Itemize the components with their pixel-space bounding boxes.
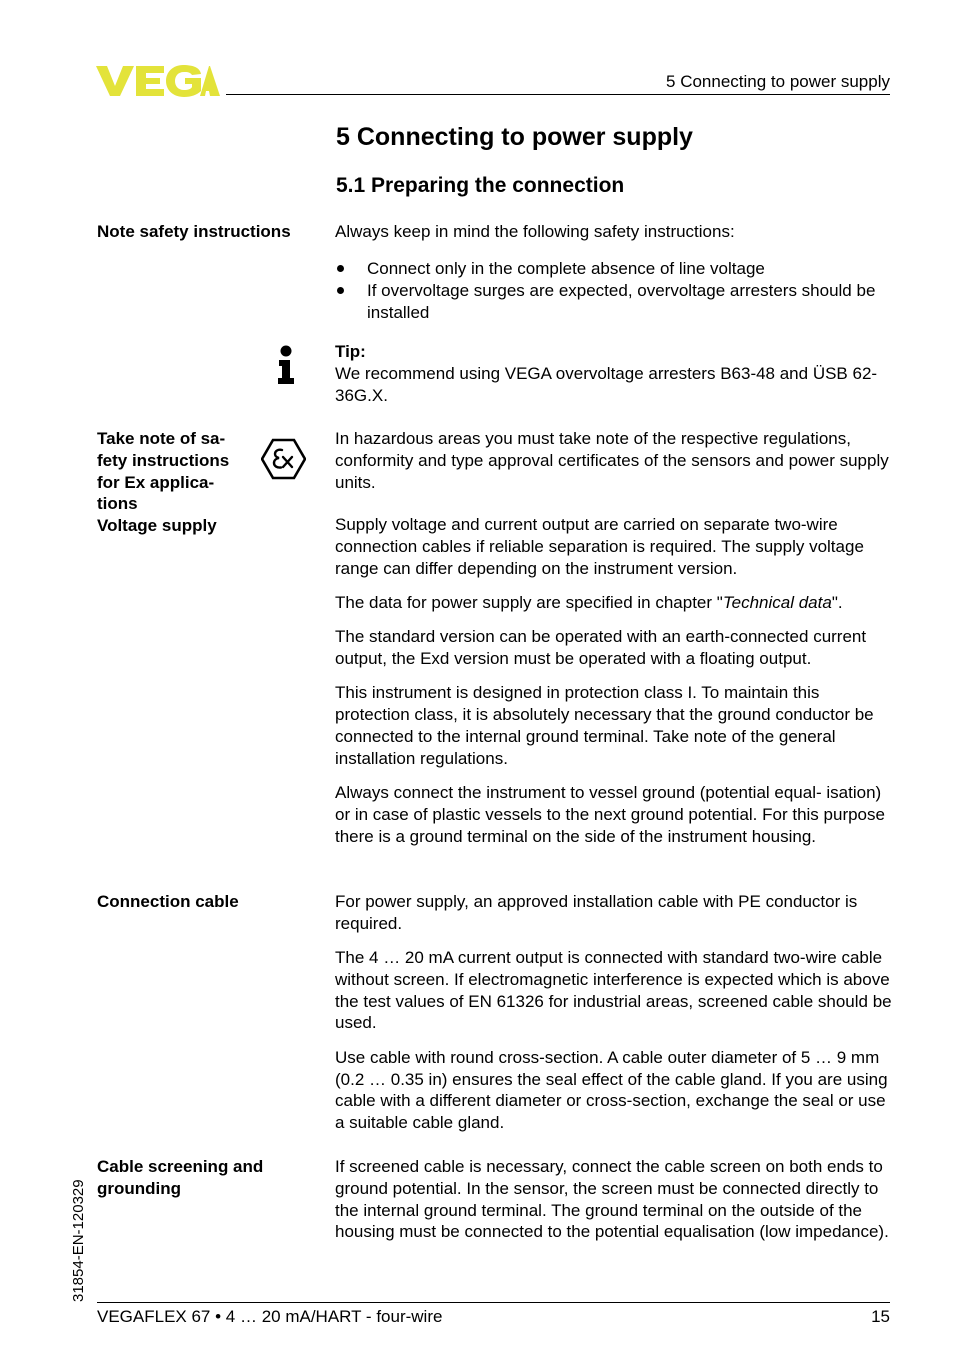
header-rule xyxy=(226,94,890,95)
voltage-paragraph: The standard version can be operated with an earth-connected current output, the Exd version must be operated with a floating output. xyxy=(335,627,867,668)
voltage-paragraph: Always connect the instrument to vessel ground (potential equal- isation) or in case of plastic vessels to the next ground potential. For this purpose there is a ground terminal on the side of the instrument housing. xyxy=(335,782,885,846)
cable-block xyxy=(335,891,895,1146)
cable-paragraph: For power supply, an approved installation cable with PE conductor is required. xyxy=(335,892,858,933)
tip-text: We recommend using VEGA overvoltage arresters B63-48 and ÜSB 62-36G.X. xyxy=(335,363,878,405)
technical-data-reference: Technical data xyxy=(722,592,832,612)
cable-paragraph: Use cable with round cross-section. A cable outer diameter of 5 … 9 mm (0.2 … 0.35 in) ensures the seal effect of the cable gland. If you are using cable with a different diameter or cross-section, exchange the seal or use a suitable cable gland. xyxy=(335,1047,888,1133)
tip-block xyxy=(335,341,895,406)
chapter-title: 5 Connecting to power supply xyxy=(336,123,693,151)
cable-paragraph: The 4 … 20 mA current output is connected with standard two-wire cable without screen. If electromagnetic interference is expected which is above the test values of EN 61326 for industrial areas, screened cable should be used. xyxy=(335,948,892,1033)
sidebar-label-ex-line: for Ex applica- xyxy=(97,472,215,492)
vega-logo xyxy=(96,64,220,98)
screening-paragraph: If screened cable is necessary, connect the cable screen on both ends to ground potential. In the sensor, the screen must be connected directly to the internal ground terminal. The ground terminal on the outside of the housing must be connected to the potential equalisation (low impedance). xyxy=(335,1157,889,1242)
footer-product: VEGAFLEX 67 • 4 … 20 mA/HART - four-wire xyxy=(97,1307,443,1326)
voltage-text: ". xyxy=(831,592,843,612)
footer-rule xyxy=(97,1302,890,1303)
header-section-title: 5 Connecting to power supply xyxy=(666,72,890,91)
tip-label: Tip: xyxy=(335,342,366,361)
voltage-paragraph xyxy=(335,592,895,614)
sidebar-label-cable-screening xyxy=(97,1156,312,1200)
sidebar-label-screening-line: grounding xyxy=(97,1178,182,1198)
voltage-block xyxy=(335,514,895,860)
list-item: If overvoltage surges are expected, overvoltage arresters should be installed xyxy=(335,280,895,324)
section-title: 5.1 Preparing the connection xyxy=(336,174,625,197)
screening-block xyxy=(335,1156,895,1256)
list-item: Connect only in the complete absence of line voltage xyxy=(335,258,895,280)
voltage-paragraph: Supply voltage and current output are carried on separate two-wire connection cables if reliable separation is required. The supply voltage range can differ depending on the instrument version. xyxy=(335,515,864,578)
info-icon xyxy=(276,345,296,385)
safety-intro: Always keep in mind the following safety instructions: xyxy=(335,222,735,241)
ex-block xyxy=(335,428,895,506)
ex-icon xyxy=(261,438,306,480)
sidebar-label-ex-line: fety instructions xyxy=(97,450,230,470)
page-number: 15 xyxy=(871,1307,890,1326)
sidebar-label-connection-cable: Connection cable xyxy=(97,892,239,911)
voltage-text: The data for power supply are specified in chapter " xyxy=(335,592,723,612)
safety-block xyxy=(335,221,895,324)
voltage-paragraph: This instrument is designed in protection class I. To maintain this protection class, it is absolutely necessary that the ground conductor be connected to the internal ground terminal. Take note of the general installation regulations. xyxy=(335,683,874,768)
sidebar-label-note-safety: Note safety instructions xyxy=(97,222,291,241)
ex-text: In hazardous areas you must take note of the respective regulations, conformity and type approval certificates of the sensors and power supply units. xyxy=(335,429,889,492)
sidebar-label-ex-line: Take note of sa- xyxy=(97,429,226,448)
document-number: 31854-EN-120329 xyxy=(70,1179,87,1302)
sidebar-label-screening-line: Cable screening and xyxy=(97,1157,264,1176)
sidebar-label-ex-line: tions xyxy=(97,494,138,514)
sidebar-label-voltage-supply: Voltage supply xyxy=(97,516,217,535)
